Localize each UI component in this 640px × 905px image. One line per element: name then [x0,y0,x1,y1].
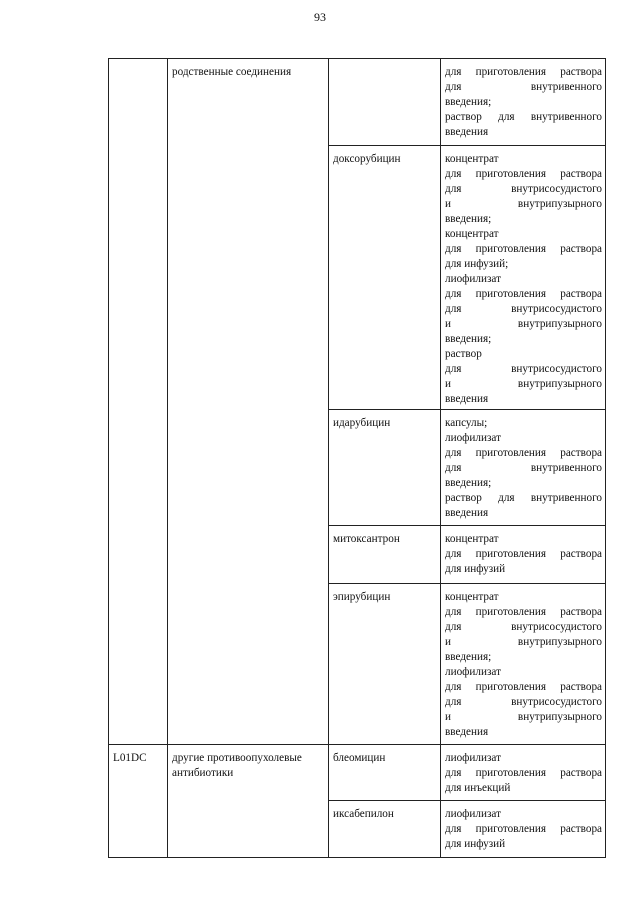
table-row [109,745,606,801]
dosage-form-cell [441,59,606,146]
dosage-form-line: и внутрипузырного [445,636,602,648]
dosage-form-line: лиофилизат [445,666,501,678]
drug-name-cell: иксабепилон [329,801,441,858]
dosage-form-line: лиофилизат [445,808,501,820]
dosage-form-cell [441,745,606,801]
drug-name-cell: митоксантрон [329,526,441,584]
dosage-form-line: для внутрисосудистого [445,363,602,375]
drug-name-cell: эпирубицин [329,584,441,745]
dosage-form-line: для инфузий [445,838,506,850]
dosage-form-line: введения; [445,651,492,663]
dosage-form-line: для приготовления раствора [445,168,602,180]
dosage-form-line: и внутрипузырного [445,378,602,390]
drug-name-cell [329,59,441,146]
dosage-form-line: для приготовления раствора [445,243,602,255]
dosage-form-line: концентрат [445,533,499,545]
dosage-form-line: для инъекций [445,782,511,794]
drug-table [108,58,606,858]
dosage-form-line: введения; [445,333,492,345]
dosage-form-line: для приготовления раствора [445,447,602,459]
page-number: 93 [314,10,326,24]
dosage-form-cell [441,584,606,745]
dosage-form-line: введения; [445,477,492,489]
dosage-form-line: лиофилизат [445,752,501,764]
table-row [109,59,606,146]
dosage-form-cell [441,146,606,410]
dosage-form-line: и внутрипузырного [445,711,602,723]
dosage-form-line: для приготовления раствора [445,823,602,835]
dosage-form-line: для внутривенного [445,462,602,474]
dosage-form-line: концентрат [445,591,499,603]
dosage-form-cell [441,410,606,526]
dosage-form-line: для приготовления раствора [445,288,602,300]
dosage-form-line: раствор для внутривенного [445,111,602,123]
atc-code-cell: L01DC [109,745,168,858]
dosage-form-line: для приготовления раствора [445,606,602,618]
dosage-form-line: для внутрисосудистого [445,621,602,633]
dosage-form-line: введения [445,393,489,405]
drug-name-cell: блеомицин [329,745,441,801]
dosage-form-cell [441,801,606,858]
dosage-form-line: лиофилизат [445,432,501,444]
dosage-form-line: и внутрипузырного [445,198,602,210]
dosage-form-line: лиофилизат [445,273,501,285]
dosage-form-line: раствор [445,348,482,360]
dosage-form-line: капсулы; [445,417,488,429]
dosage-form-line: раствор для внутривенного [445,492,602,504]
dosage-form-line: для внутрисосудистого [445,183,602,195]
group-name-cell: другие противоопухолевые антибиотики [168,745,329,858]
dosage-form-line: для приготовления раствора [445,66,602,78]
dosage-form-line: для приготовления раствора [445,681,602,693]
dosage-form-line: для инфузий; [445,258,509,270]
group-name-cell: родственные соединения [168,59,329,745]
dosage-form-line: введения; [445,96,492,108]
dosage-form-line: и внутрипузырного [445,318,602,330]
dosage-form-line: введения [445,126,489,138]
dosage-form-line: концентрат [445,153,499,165]
dosage-form-line: для внутрисосудистого [445,303,602,315]
dosage-form-line: введения [445,507,489,519]
dosage-form-line: для приготовления раствора [445,767,602,779]
drug-name-cell: идарубицин [329,410,441,526]
drug-name-cell: доксорубицин [329,146,441,410]
dosage-form-line: введения; [445,213,492,225]
dosage-form-line: для внутривенного [445,81,602,93]
dosage-form-line: для инфузий [445,563,506,575]
atc-code-cell [109,59,168,745]
dosage-form-line: введения [445,726,489,738]
dosage-form-line: концентрат [445,228,499,240]
dosage-form-cell [441,526,606,584]
dosage-form-line: для внутрисосудистого [445,696,602,708]
dosage-form-line: для приготовления раствора [445,548,602,560]
